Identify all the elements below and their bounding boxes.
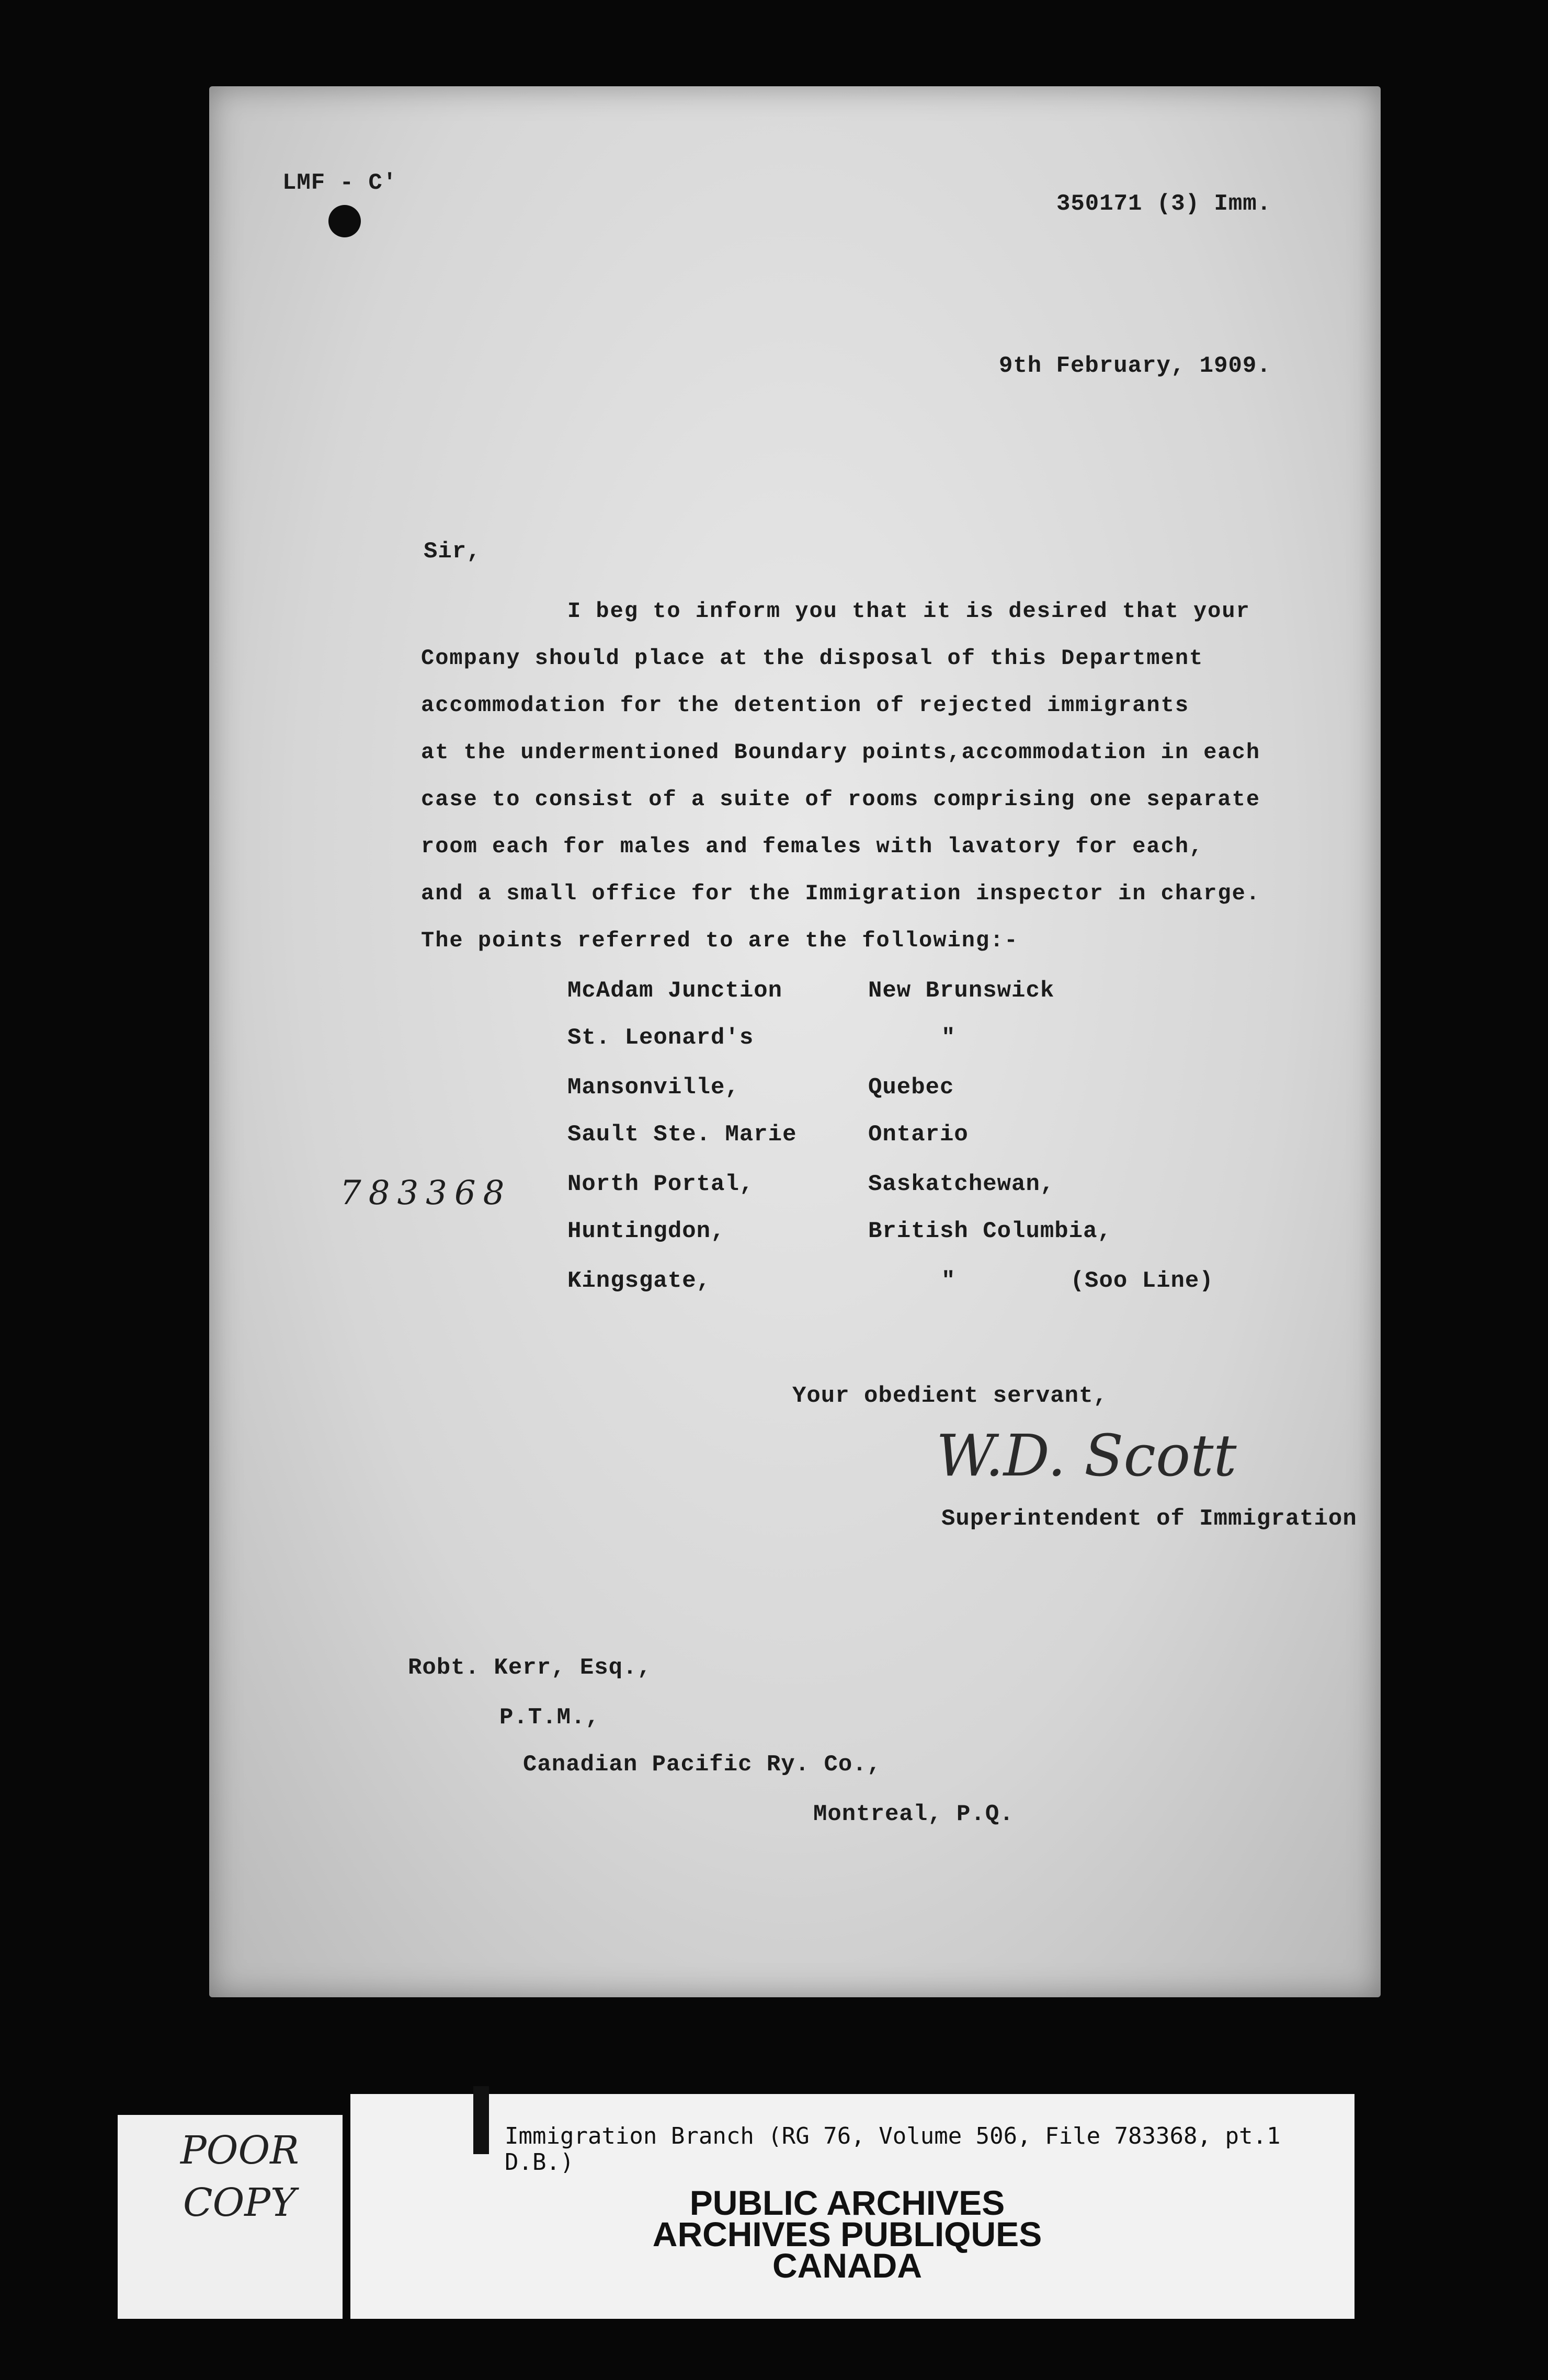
addressee-line: P.T.M., [499,1704,600,1731]
point-province: British Columbia, [868,1218,1112,1244]
signatory-title: Superintendent of Immigration [941,1506,1357,1532]
archive-reference: Immigration Branch (RG 76, Volume 506, File 783368, pt.1 [505,2123,1281,2149]
body-line: Company should place at the disposal of this Department [421,646,1204,671]
label-notch [473,2086,489,2154]
point-place: Mansonville, [567,1074,739,1101]
body-line: accommodation for the detention of rejected immigrants [421,693,1190,718]
addressee-line: Canadian Pacific Ry. Co., [523,1752,882,1778]
point-place: Huntingdon, [567,1218,725,1244]
signature: W.D. Scott [936,1422,1237,1489]
addressee-line: Robt. Kerr, Esq., [408,1655,652,1681]
archive-institution: ARCHIVES PUBLIQUES [652,2215,1042,2253]
addressee-line: Montreal, P.Q. [813,1801,1014,1827]
closing: Your obedient servant, [792,1383,1108,1409]
point-province: Saskatchewan, [868,1171,1055,1197]
archive-institution: CANADA [772,2246,922,2285]
body-line: room each for males and females with lavatory for each, [421,834,1204,859]
body-line: case to consist of a suite of rooms comprising one separate [421,787,1261,812]
initials: LMF - C' [282,170,397,196]
point-place: St. Leonard's [567,1025,754,1051]
point-place: Sault Ste. Marie [567,1122,797,1148]
point-province: Quebec [868,1074,954,1101]
ink-blot [328,205,361,237]
file-number: 350171 (3) Imm. [1056,191,1272,217]
point-province: New Brunswick [868,978,1055,1004]
point-place: North Portal, [567,1171,754,1197]
point-place: Kingsgate, [567,1268,711,1294]
point-place: McAdam Junction [567,978,783,1004]
salutation: Sir, [424,539,481,565]
point-province: Ontario [868,1122,969,1148]
point-province: " (Soo Line) [941,1268,1214,1294]
body-line: and a small office for the Immigration inspector in charge. [421,881,1261,906]
point-province: " [941,1025,956,1051]
poor-copy-note: POOR [180,2128,299,2173]
body-line: I beg to inform you that it is desired that your [567,599,1250,624]
margin-file-note: 783368 [340,1174,512,1212]
body-line: The points referred to are the following:- [421,928,1019,953]
body-line: at the undermentioned Boundary points,accommodation in each [421,740,1261,765]
archive-reference: D.B.) [505,2149,574,2176]
letter-date: 9th February, 1909. [999,353,1271,379]
poor-copy-note: COPY [183,2180,296,2225]
archive-institution: PUBLIC ARCHIVES [689,2183,1005,2222]
